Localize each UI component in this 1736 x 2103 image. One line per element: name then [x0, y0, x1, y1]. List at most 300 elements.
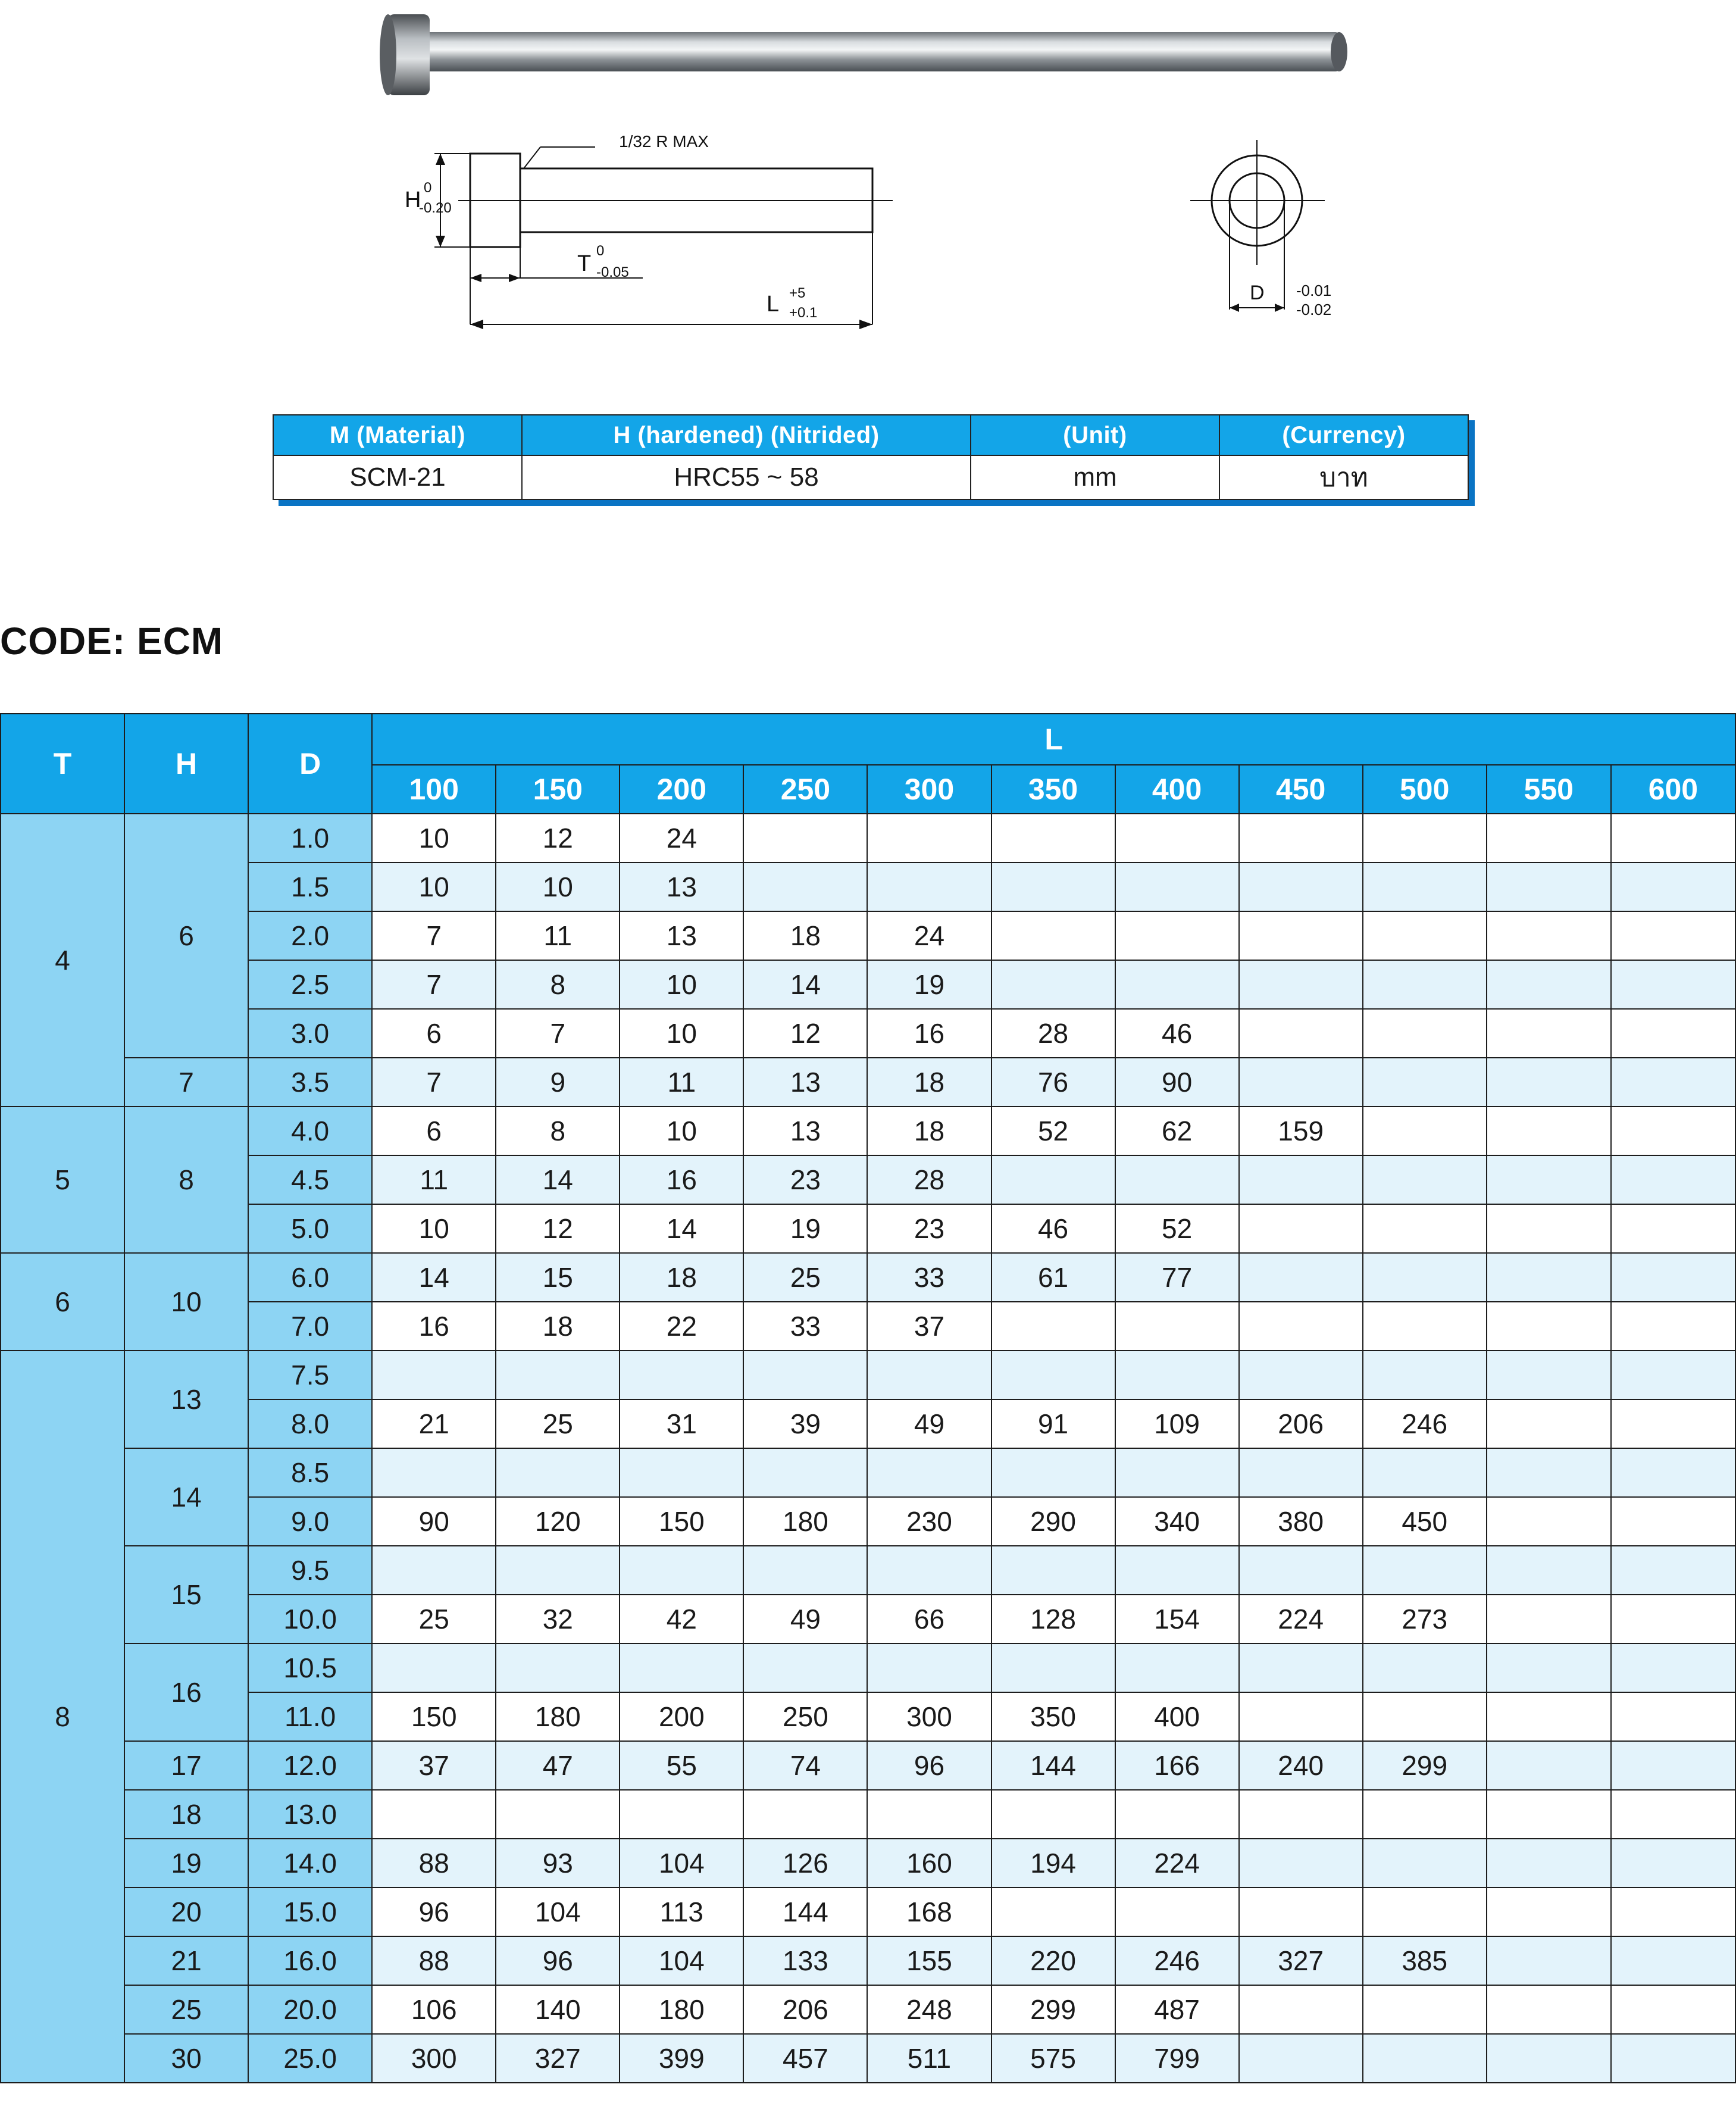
h-cell: 15 [124, 1546, 248, 1643]
price-cell [1487, 1448, 1611, 1497]
length-header: 150 [496, 765, 620, 814]
d-cell: 6.0 [248, 1253, 372, 1302]
price-cell [1487, 1399, 1611, 1448]
price-cell [991, 863, 1115, 911]
price-cell: 47 [496, 1741, 620, 1790]
price-cell: 18 [743, 911, 867, 960]
price-cell: 23 [867, 1204, 991, 1253]
price-cell: 25 [743, 1253, 867, 1302]
price-cell [1239, 814, 1363, 863]
price-cell: 31 [620, 1399, 743, 1448]
price-cell: 7 [372, 1058, 496, 1107]
price-cell [991, 960, 1115, 1009]
price-cell: 10 [372, 1204, 496, 1253]
h-cell: 25 [124, 1985, 248, 2034]
price-cell [1487, 1155, 1611, 1204]
price-cell: 18 [496, 1302, 620, 1351]
price-cell [991, 1155, 1115, 1204]
price-cell: 24 [867, 911, 991, 960]
price-cell [867, 814, 991, 863]
price-cell: 180 [743, 1497, 867, 1546]
price-cell [1239, 1888, 1363, 1936]
price-cell [1239, 1839, 1363, 1888]
price-cell [867, 1790, 991, 1839]
price-cell: 32 [496, 1595, 620, 1643]
price-cell [1487, 1936, 1611, 1985]
price-cell: 575 [991, 2034, 1115, 2083]
price-cell [1115, 1351, 1239, 1399]
price-cell: 385 [1363, 1936, 1487, 1985]
svg-text:-0.01: -0.01 [1296, 282, 1332, 299]
length-header: 450 [1239, 765, 1363, 814]
price-cell: 96 [496, 1936, 620, 1985]
price-cell [1611, 863, 1735, 911]
table-row [1, 1351, 1735, 1399]
price-cell [1363, 1302, 1487, 1351]
price-cell [1239, 1448, 1363, 1497]
table-row [1, 1058, 1735, 1107]
price-cell: 18 [867, 1058, 991, 1107]
d-cell: 2.5 [248, 960, 372, 1009]
price-cell [1611, 1009, 1735, 1058]
price-cell: 10 [372, 863, 496, 911]
price-cell: 39 [743, 1399, 867, 1448]
spec-material-value: SCM-21 [273, 455, 522, 499]
price-cell [1611, 1643, 1735, 1692]
price-cell [1115, 1448, 1239, 1497]
price-cell [1487, 1546, 1611, 1595]
length-header: 350 [991, 765, 1115, 814]
price-cell: 7 [496, 1009, 620, 1058]
price-cell: 61 [991, 1253, 1115, 1302]
price-cell: 18 [867, 1107, 991, 1155]
table-row [1, 1399, 1735, 1448]
column-header-t: T [1, 714, 124, 814]
price-cell: 14 [496, 1155, 620, 1204]
price-cell: 224 [1239, 1595, 1363, 1643]
price-cell [1487, 1351, 1611, 1399]
price-cell: 144 [743, 1888, 867, 1936]
price-cell [1115, 1888, 1239, 1936]
price-cell: 104 [620, 1936, 743, 1985]
table-row [1, 1692, 1735, 1741]
price-cell: 327 [1239, 1936, 1363, 1985]
price-cell [743, 863, 867, 911]
price-cell: 42 [620, 1595, 743, 1643]
price-cell [1115, 814, 1239, 863]
ejector-pin-photo [375, 6, 1357, 113]
spec-hardness-value: HRC55 ~ 58 [522, 455, 971, 499]
price-cell: 96 [867, 1741, 991, 1790]
d-cell: 3.5 [248, 1058, 372, 1107]
price-cell: 19 [867, 960, 991, 1009]
price-cell: 166 [1115, 1741, 1239, 1790]
price-cell: 240 [1239, 1741, 1363, 1790]
price-cell [372, 1790, 496, 1839]
price-cell: 273 [1363, 1595, 1487, 1643]
table-row [1, 1595, 1735, 1643]
price-cell: 120 [496, 1497, 620, 1546]
table-row [1, 1888, 1735, 1936]
price-cell: 12 [743, 1009, 867, 1058]
price-cell [1487, 1985, 1611, 2034]
spec-header-hardness: H (hardened) (Nitrided) [522, 415, 971, 455]
column-header-d: D [248, 714, 372, 814]
d-cell: 13.0 [248, 1790, 372, 1839]
price-cell: 220 [991, 1936, 1115, 1985]
price-cell: 66 [867, 1595, 991, 1643]
price-cell [991, 1888, 1115, 1936]
price-cell [1611, 2034, 1735, 2083]
d-cell: 2.0 [248, 911, 372, 960]
price-cell: 206 [743, 1985, 867, 2034]
table-row [1, 814, 1735, 863]
price-cell [372, 1448, 496, 1497]
h-cell: 16 [124, 1643, 248, 1741]
d-cell: 8.0 [248, 1399, 372, 1448]
h-cell: 17 [124, 1741, 248, 1790]
d-cell: 25.0 [248, 2034, 372, 2083]
price-cell [1611, 1839, 1735, 1888]
price-cell: 52 [1115, 1204, 1239, 1253]
price-cell: 12 [496, 814, 620, 863]
price-cell: 18 [620, 1253, 743, 1302]
price-cell [1363, 1107, 1487, 1155]
price-cell: 11 [372, 1155, 496, 1204]
spec-header-material: M (Material) [273, 415, 522, 455]
price-cell: 28 [991, 1009, 1115, 1058]
price-cell: 300 [372, 2034, 496, 2083]
price-cell [496, 1643, 620, 1692]
price-cell: 62 [1115, 1107, 1239, 1155]
radius-note: 1/32 R MAX [619, 132, 709, 151]
price-cell [1363, 1692, 1487, 1741]
price-cell: 74 [743, 1741, 867, 1790]
price-cell [1487, 1058, 1611, 1107]
t-cell: 6 [1, 1253, 124, 1351]
price-cell: 90 [1115, 1058, 1239, 1107]
price-cell: 10 [620, 960, 743, 1009]
column-header-h: H [124, 714, 248, 814]
price-cell: 155 [867, 1936, 991, 1985]
price-cell: 16 [620, 1155, 743, 1204]
svg-text:0: 0 [596, 243, 605, 259]
price-cell [1611, 1058, 1735, 1107]
table-row [1, 1448, 1735, 1497]
price-cell [1611, 1155, 1735, 1204]
price-cell: 11 [620, 1058, 743, 1107]
price-cell: 55 [620, 1741, 743, 1790]
price-cell: 154 [1115, 1595, 1239, 1643]
price-cell: 168 [867, 1888, 991, 1936]
technical-drawing [345, 128, 1357, 348]
d-cell: 4.0 [248, 1107, 372, 1155]
price-cell: 52 [991, 1107, 1115, 1155]
price-cell: 37 [867, 1302, 991, 1351]
price-cell [1611, 1692, 1735, 1741]
price-cell [991, 1643, 1115, 1692]
price-cell [620, 1643, 743, 1692]
price-cell: 25 [496, 1399, 620, 1448]
price-cell: 33 [743, 1302, 867, 1351]
spec-unit-value: mm [971, 455, 1219, 499]
price-cell: 300 [867, 1692, 991, 1741]
price-cell: 91 [991, 1399, 1115, 1448]
d-cell: 15.0 [248, 1888, 372, 1936]
t-cell: 4 [1, 814, 124, 1107]
table-row [1, 1741, 1735, 1790]
price-cell: 160 [867, 1839, 991, 1888]
price-cell [1487, 1302, 1611, 1351]
price-cell: 457 [743, 2034, 867, 2083]
price-cell [496, 1448, 620, 1497]
price-cell: 8 [496, 1107, 620, 1155]
price-cell: 511 [867, 2034, 991, 2083]
price-cell [991, 1546, 1115, 1595]
price-cell: 10 [620, 1107, 743, 1155]
price-cell [867, 1448, 991, 1497]
h-cell: 30 [124, 2034, 248, 2083]
price-cell [867, 863, 991, 911]
price-cell [620, 1448, 743, 1497]
price-cell: 23 [743, 1155, 867, 1204]
price-cell [1611, 1107, 1735, 1155]
price-cell: 21 [372, 1399, 496, 1448]
price-cell [372, 1546, 496, 1595]
price-cell [867, 1643, 991, 1692]
price-cell: 28 [867, 1155, 991, 1204]
price-cell [1487, 1741, 1611, 1790]
price-cell: 180 [496, 1692, 620, 1741]
price-cell [1239, 1692, 1363, 1741]
price-cell: 246 [1363, 1399, 1487, 1448]
price-cell: 10 [372, 814, 496, 863]
price-cell: 13 [743, 1058, 867, 1107]
price-cell: 106 [372, 1985, 496, 2034]
price-cell [1487, 1888, 1611, 1936]
t-dim-label: T [577, 251, 592, 276]
price-cell [1115, 1155, 1239, 1204]
price-table [0, 713, 1736, 2083]
price-cell: 104 [620, 1839, 743, 1888]
code-title: CODE: ECM [0, 620, 224, 663]
price-cell [1487, 1107, 1611, 1155]
price-cell [1115, 1546, 1239, 1595]
price-cell: 14 [743, 960, 867, 1009]
price-cell: 37 [372, 1741, 496, 1790]
d-cell: 1.5 [248, 863, 372, 911]
price-cell [1239, 2034, 1363, 2083]
price-cell [1611, 1741, 1735, 1790]
h-cell: 18 [124, 1790, 248, 1839]
price-cell [1239, 1985, 1363, 2034]
price-cell: 128 [991, 1595, 1115, 1643]
table-row [1, 1546, 1735, 1595]
price-cell [1611, 1595, 1735, 1643]
price-cell [1487, 1790, 1611, 1839]
price-cell: 126 [743, 1839, 867, 1888]
price-cell: 90 [372, 1497, 496, 1546]
length-header: 400 [1115, 765, 1239, 814]
svg-text:-0.20: -0.20 [419, 200, 452, 216]
d-cell: 5.0 [248, 1204, 372, 1253]
price-cell [372, 1351, 496, 1399]
length-header: 600 [1611, 765, 1735, 814]
price-cell [1487, 2034, 1611, 2083]
price-cell: 400 [1115, 1692, 1239, 1741]
price-cell [1611, 1790, 1735, 1839]
price-cell: 24 [620, 814, 743, 863]
price-cell [1487, 1692, 1611, 1741]
table-row [1, 1009, 1735, 1058]
price-cell: 13 [620, 863, 743, 911]
price-cell [620, 1790, 743, 1839]
table-row [1, 1204, 1735, 1253]
price-cell [1611, 1253, 1735, 1302]
price-cell: 799 [1115, 2034, 1239, 2083]
price-cell: 49 [867, 1399, 991, 1448]
h-cell: 13 [124, 1351, 248, 1448]
price-cell [1611, 1888, 1735, 1936]
price-cell [1363, 1546, 1487, 1595]
d-cell: 12.0 [248, 1741, 372, 1790]
price-cell: 33 [867, 1253, 991, 1302]
price-cell [1611, 1302, 1735, 1351]
price-cell [1363, 1985, 1487, 2034]
table-row [1, 2034, 1735, 2083]
length-header: 200 [620, 765, 743, 814]
price-cell [991, 911, 1115, 960]
price-cell [1363, 1253, 1487, 1302]
h-cell: 14 [124, 1448, 248, 1546]
price-cell [1363, 960, 1487, 1009]
price-cell: 399 [620, 2034, 743, 2083]
price-cell: 200 [620, 1692, 743, 1741]
price-cell [1363, 1058, 1487, 1107]
svg-text:+0.1: +0.1 [789, 305, 818, 321]
d-cell: 9.0 [248, 1497, 372, 1546]
price-cell [991, 1351, 1115, 1399]
price-cell: 194 [991, 1839, 1115, 1888]
table-row [1, 1839, 1735, 1888]
d-cell: 16.0 [248, 1936, 372, 1985]
svg-text:0: 0 [424, 180, 432, 196]
price-cell: 46 [1115, 1009, 1239, 1058]
price-cell: 9 [496, 1058, 620, 1107]
price-cell [1239, 863, 1363, 911]
price-cell: 19 [743, 1204, 867, 1253]
svg-text:-0.05: -0.05 [596, 264, 629, 280]
price-cell: 10 [496, 863, 620, 911]
price-cell [1611, 814, 1735, 863]
d-cell: 10.0 [248, 1595, 372, 1643]
price-cell: 150 [620, 1497, 743, 1546]
d-dim-label: D [1250, 282, 1265, 304]
h-cell: 7 [124, 1058, 248, 1107]
price-cell: 22 [620, 1302, 743, 1351]
price-cell [1487, 960, 1611, 1009]
price-cell [991, 1790, 1115, 1839]
d-cell: 4.5 [248, 1155, 372, 1204]
price-cell [743, 1448, 867, 1497]
price-cell: 113 [620, 1888, 743, 1936]
price-cell [496, 1546, 620, 1595]
price-cell: 88 [372, 1936, 496, 1985]
price-cell [867, 1546, 991, 1595]
price-cell: 450 [1363, 1497, 1487, 1546]
price-cell [620, 1546, 743, 1595]
price-cell: 76 [991, 1058, 1115, 1107]
d-cell: 7.5 [248, 1351, 372, 1399]
h-cell: 20 [124, 1888, 248, 1936]
price-cell [1611, 1497, 1735, 1546]
price-cell: 16 [867, 1009, 991, 1058]
table-row [1, 911, 1735, 960]
price-cell [1611, 1985, 1735, 2034]
price-cell [1487, 1643, 1611, 1692]
price-table-body [1, 814, 1735, 2083]
price-cell [1487, 814, 1611, 863]
h-cell: 8 [124, 1107, 248, 1253]
table-row [1, 1253, 1735, 1302]
h-dim-label: H [405, 188, 421, 213]
price-cell [1363, 1790, 1487, 1839]
spec-table [273, 414, 1469, 500]
table-row [1, 1107, 1735, 1155]
price-cell: 14 [620, 1204, 743, 1253]
price-cell [1239, 1155, 1363, 1204]
price-cell: 12 [496, 1204, 620, 1253]
price-cell [1239, 1204, 1363, 1253]
price-cell [1363, 814, 1487, 863]
t-cell: 8 [1, 1351, 124, 2083]
price-cell: 206 [1239, 1399, 1363, 1448]
d-cell: 10.5 [248, 1643, 372, 1692]
price-cell: 144 [991, 1741, 1115, 1790]
price-cell [620, 1351, 743, 1399]
price-cell [1487, 863, 1611, 911]
price-cell [1363, 863, 1487, 911]
t-cell: 5 [1, 1107, 124, 1253]
price-cell [991, 1302, 1115, 1351]
length-header: 300 [867, 765, 991, 814]
table-row [1, 1302, 1735, 1351]
length-header: 100 [372, 765, 496, 814]
length-header: 250 [743, 765, 867, 814]
price-cell [1611, 1546, 1735, 1595]
d-cell: 20.0 [248, 1985, 372, 2034]
price-cell [1239, 911, 1363, 960]
price-cell [743, 814, 867, 863]
price-cell: 6 [372, 1107, 496, 1155]
table-row [1, 1643, 1735, 1692]
price-cell [1611, 1399, 1735, 1448]
price-cell [1487, 1595, 1611, 1643]
d-cell: 14.0 [248, 1839, 372, 1888]
h-cell: 21 [124, 1936, 248, 1985]
price-cell [1487, 1009, 1611, 1058]
price-cell: 16 [372, 1302, 496, 1351]
price-cell: 150 [372, 1692, 496, 1741]
price-cell: 46 [991, 1204, 1115, 1253]
price-cell: 77 [1115, 1253, 1239, 1302]
price-cell [496, 1351, 620, 1399]
price-cell: 340 [1115, 1497, 1239, 1546]
price-cell [1239, 960, 1363, 1009]
d-cell: 9.5 [248, 1546, 372, 1595]
length-header: 550 [1487, 765, 1611, 814]
price-cell [743, 1546, 867, 1595]
